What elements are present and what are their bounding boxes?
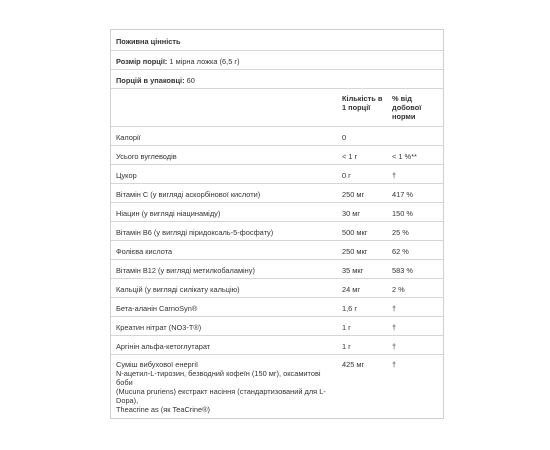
nutrient-name: Бета-аланін CarnoSyn® bbox=[116, 304, 198, 313]
amount-header: Кількість в 1 порції bbox=[342, 94, 383, 112]
nutrient-amount: 30 мг bbox=[342, 209, 361, 218]
nutrient-row bbox=[111, 202, 443, 221]
nutrient-row bbox=[111, 278, 443, 297]
nutrient-amount: 250 мг bbox=[342, 190, 365, 199]
nutrient-amount: 1 г bbox=[342, 323, 351, 332]
nutrient-row bbox=[111, 297, 443, 316]
nutrient-name: Фолієва кислота bbox=[116, 247, 173, 256]
nutrient-amount: 500 мкг bbox=[342, 228, 368, 237]
nutrient-daily-value: † bbox=[392, 171, 397, 180]
nutrient-name: Усього вуглеводів bbox=[116, 152, 177, 161]
nutrient-daily-value: 150 % bbox=[392, 209, 413, 218]
nutrient-row bbox=[111, 164, 443, 183]
nutrient-name: Кальцій (у вигляді силікату кальцію) bbox=[116, 285, 240, 294]
nutrient-daily-value: † bbox=[392, 342, 397, 351]
nutrient-amount: 24 мг bbox=[342, 285, 361, 294]
table-title: Поживна цінність bbox=[116, 37, 181, 46]
nutrient-row bbox=[111, 240, 443, 259]
nutrient-daily-value: 2 % bbox=[392, 285, 405, 294]
nutrient-name: Вітамін B6 (у вигляді піридоксаль-5-фосфату) bbox=[116, 228, 274, 237]
nutrient-name: Суміш вибухової енергії N-ацетил-L-тирозин, безводний кофеїн (150 мг), оксамитові боби (Mucuna pruriens) екстракт насіння (стандартизований для L- Dopa), Theacrine as (як TeaCrine®) bbox=[116, 360, 326, 414]
nutrient-amount: 1 г bbox=[342, 342, 351, 351]
nutrient-name: Калорії bbox=[116, 133, 141, 142]
nutrient-amount: 250 мкг bbox=[342, 247, 368, 256]
nutrient-amount: 425 мг bbox=[342, 360, 365, 369]
servings-value: 60 bbox=[184, 76, 195, 85]
nutrient-daily-value: † bbox=[392, 360, 397, 369]
nutrient-amount: 0 bbox=[342, 133, 347, 142]
nutrient-daily-value: 62 % bbox=[392, 247, 409, 256]
nutrient-daily-value: 583 % bbox=[392, 266, 413, 275]
nutrient-daily-value: 417 % bbox=[392, 190, 413, 199]
nutrient-amount: 35 мкг bbox=[342, 266, 364, 275]
nutrient-daily-value: < 1 %** bbox=[392, 152, 417, 161]
nutrient-name: Вітамін C (у вигляді аскорбінової кислоти) bbox=[116, 190, 261, 199]
serving-size-row bbox=[111, 50, 443, 69]
servings-row bbox=[111, 69, 443, 88]
nutrient-row bbox=[111, 183, 443, 202]
nutrient-amount: < 1 г bbox=[342, 152, 358, 161]
nutrition-facts-table bbox=[110, 29, 444, 419]
serving-size-value: 1 мірна ложка (6,5 г) bbox=[167, 57, 240, 66]
nutrient-amount: 0 г bbox=[342, 171, 351, 180]
daily-value-header: % від добової норми bbox=[392, 94, 422, 121]
nutrient-daily-value: † bbox=[392, 323, 397, 332]
servings-label: Порцій в упаковці: bbox=[116, 76, 185, 85]
nutrient-daily-value: † bbox=[392, 304, 397, 313]
nutrient-row bbox=[111, 145, 443, 164]
nutrient-row bbox=[111, 335, 443, 354]
nutrient-name: Цукор bbox=[116, 171, 137, 180]
nutrient-row bbox=[111, 221, 443, 240]
nutrient-daily-value: 25 % bbox=[392, 228, 409, 237]
nutrient-name: Вітамін B12 (у вигляді метилкобаламіну) bbox=[116, 266, 255, 275]
nutrient-row bbox=[111, 354, 443, 419]
nutrient-row bbox=[111, 126, 443, 145]
nutrient-name: Аргінін альфа-кетоглутарат bbox=[116, 342, 211, 351]
serving-size-label: Розмір порції: bbox=[116, 57, 168, 66]
nutrient-name: Ніацин (у вигляді ніацинаміду) bbox=[116, 209, 221, 218]
nutrient-row bbox=[111, 259, 443, 278]
nutrient-row bbox=[111, 316, 443, 335]
header-row bbox=[111, 88, 443, 126]
nutrient-amount: 1,6 г bbox=[342, 304, 358, 313]
nutrient-name: Креатин нітрат (NO3-T®) bbox=[116, 323, 202, 332]
title-row bbox=[111, 30, 443, 50]
